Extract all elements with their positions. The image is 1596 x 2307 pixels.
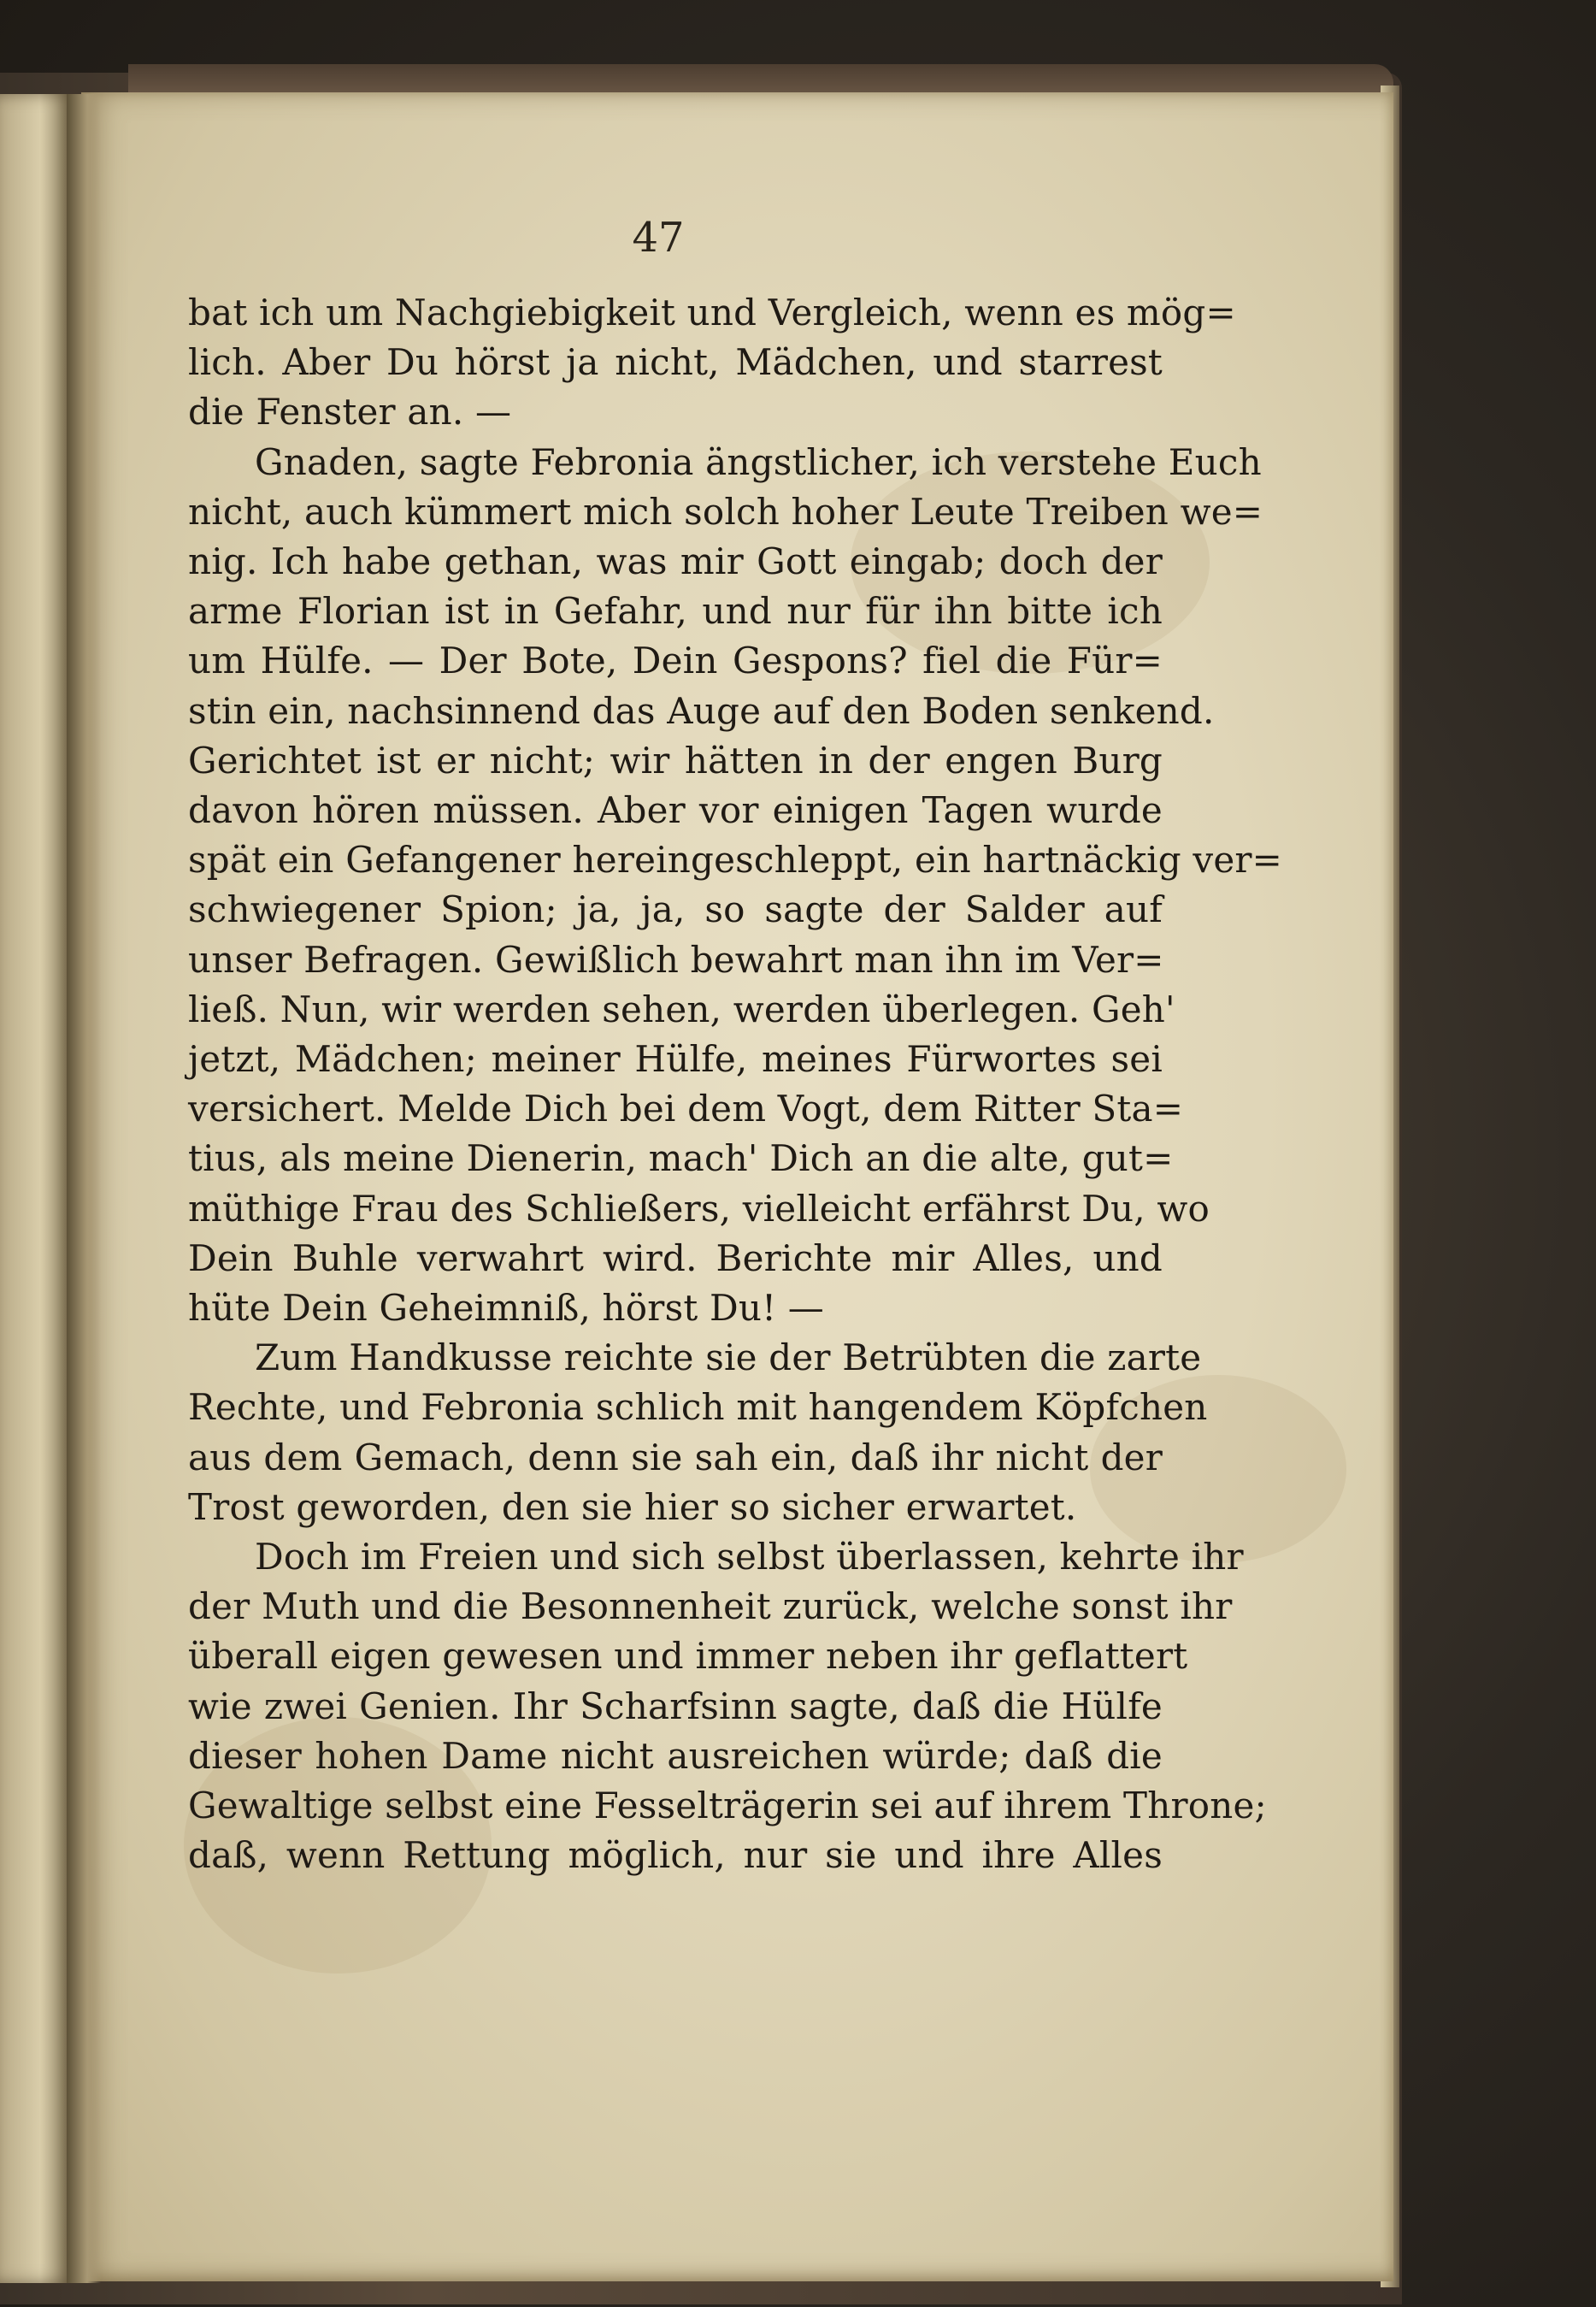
text-line: spät ein Gefangener hereingeschleppt, ein hartnäckig ver=	[188, 839, 1283, 882]
text-line: Rechte, und Febronia schlich mit hangendem Köpfchen	[188, 1386, 1208, 1429]
page-number: 47	[632, 214, 685, 262]
text-line: schwiegener Spion; ja, ja, so sagte der Salder auf	[188, 888, 1163, 931]
text-line: die Fenster an. —	[188, 391, 512, 434]
text-line: bat ich um Nachgiebigkeit und Vergleich, wenn es mög=	[188, 292, 1236, 333]
text-line: wie zwei Genien. Ihr Scharfsinn sagte, daß die Hülfe	[188, 1685, 1163, 1727]
text-line: daß, wenn Rettung möglich, nur sie und ihre Alles	[188, 1834, 1163, 1877]
text-line: der Muth und die Besonnenheit zurück, welche sonst ihr	[188, 1585, 1233, 1628]
text-line: müthige Frau des Schließers, vielleicht erfährst Du, wo	[188, 1187, 1210, 1230]
text-line: Gerichtet ist er nicht; wir hätten in der engen Burg	[188, 739, 1163, 782]
text-line: überall eigen gewesen und immer neben ihr geflattert	[188, 1635, 1188, 1678]
text-line: nicht, auch kümmert mich solch hoher Leute Treiben we=	[188, 490, 1263, 533]
text-line: Doch im Freien und sich selbst überlassen, kehrte ihr	[255, 1536, 1244, 1578]
text-line: Gewaltige selbst eine Fesselträgerin sei auf ihrem Throne;	[188, 1785, 1267, 1826]
left-page-edge	[0, 94, 73, 2283]
text-line: aus dem Gemach, denn sie sah ein, daß ihr nicht der	[188, 1436, 1163, 1478]
text-line: Zum Handkusse reichte sie der Betrübten die zarte	[255, 1336, 1202, 1379]
text-line: unser Befragen. Gewißlich bewahrt man ihn im Ver=	[188, 938, 1164, 981]
text-line: um Hülfe. — Der Bote, Dein Gespons? fiel die Für=	[188, 640, 1163, 682]
text-line: Dein Buhle verwahrt wird. Berichte mir Alles, und	[188, 1236, 1163, 1279]
text-line: davon hören müssen. Aber vor einigen Tagen wurde	[188, 789, 1163, 831]
text-line: tius, als meine Dienerin, mach' Dich an die alte, gut=	[188, 1137, 1174, 1180]
text-line: Trost geworden, den sie hier so sicher erwartet.	[188, 1485, 1077, 1528]
text-line: jetzt, Mädchen; meiner Hülfe, meines Fürwortes sei	[188, 1038, 1163, 1080]
text-line: stin ein, nachsinnend das Auge auf den Boden senkend.	[188, 689, 1215, 732]
text-line: hüte Dein Geheimniß, hörst Du! —	[188, 1287, 824, 1329]
text-line: ließ. Nun, wir werden sehen, werden überlegen. Geh'	[188, 988, 1175, 1030]
text-line: Gnaden, sagte Febronia ängstlicher, ich verstehe Euch	[255, 440, 1262, 483]
page-gutter-shadow	[67, 94, 101, 2283]
text-line: lich. Aber Du hörst ja nicht, Mädchen, und starrest	[188, 341, 1163, 384]
text-line: versichert. Melde Dich bei dem Vogt, dem Ritter Sta=	[188, 1088, 1184, 1130]
text-line: nig. Ich habe gethan, was mir Gott eingab; doch der	[188, 540, 1163, 582]
text-line: dieser hohen Dame nicht ausreichen würde; daß die	[188, 1734, 1163, 1777]
text-line: arme Florian ist in Gefahr, und nur für ihn bitte ich	[188, 590, 1163, 633]
